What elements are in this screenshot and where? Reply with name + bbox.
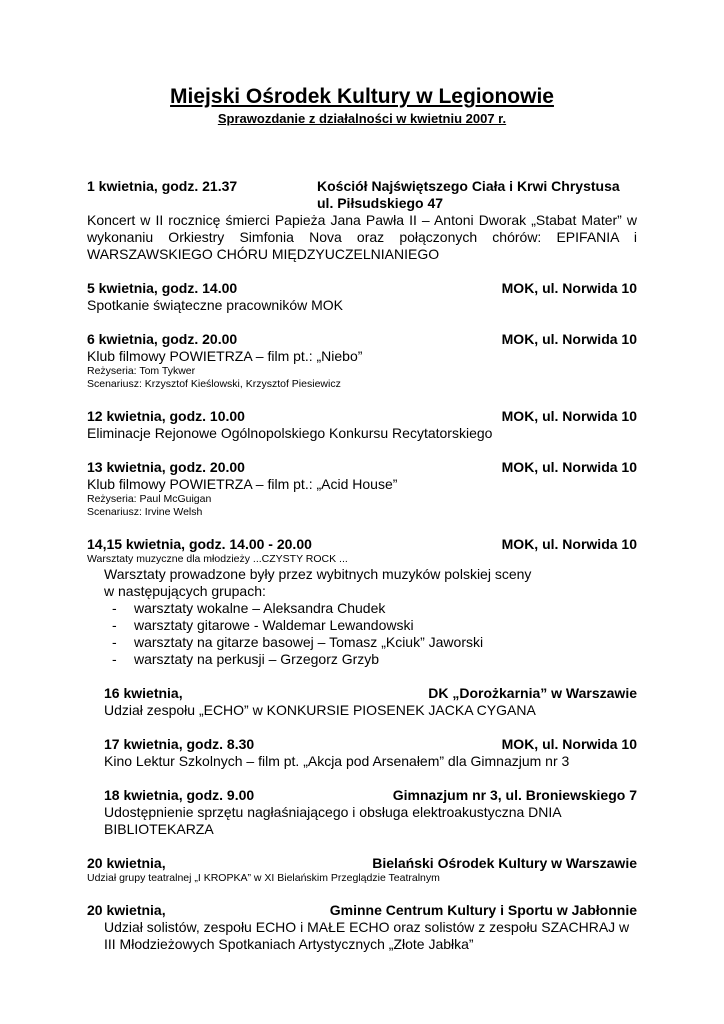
event-place: MOK, ul. Norwida 10 bbox=[501, 459, 637, 475]
event-entry bbox=[87, 331, 637, 391]
event-place: MOK, ul. Norwida 10 bbox=[501, 331, 637, 347]
event-header bbox=[87, 331, 637, 348]
event-date: 6 kwietnia, godz. 20.00 bbox=[87, 331, 238, 347]
event-date: 12 kwietnia, godz. 10.00 bbox=[87, 408, 245, 424]
event-description: Kino Lektur Szkolnych – film pt. „Akcja pod Arsenałem” dla Gimnazjum nr 3 bbox=[104, 753, 570, 769]
event-place-line: Kościół Najświętszego Ciała i Krwi Chrystusa bbox=[317, 178, 620, 194]
event-place: MOK, ul. Norwida 10 bbox=[501, 280, 637, 296]
event-place: Bielański Ośrodek Kultury w Warszawie bbox=[372, 855, 637, 871]
event-header bbox=[87, 408, 637, 425]
event-date: 18 kwietnia, godz. 9.00 bbox=[104, 787, 255, 803]
event-description: Udostępnienie sprzętu nagłaśniającego i obsługa elektroakustyczna DNIA BIBLIOTEKARZA bbox=[104, 804, 561, 837]
event-date: 20 kwietnia, bbox=[87, 855, 166, 871]
event-date: 17 kwietnia, godz. 8.30 bbox=[104, 736, 255, 752]
event-entry bbox=[87, 902, 637, 953]
event-entry bbox=[87, 855, 637, 885]
event-entry bbox=[87, 408, 637, 442]
event-description: Udział solistów, zespołu ECHO i MAŁE ECHO oraz solistów z zespołu SZACHRAJ w III Młodzieżowych Spotkaniach Artystycznych „Złote Jabłka” bbox=[104, 919, 630, 952]
event-description: Klub filmowy POWIETRZA – film pt.: „Niebo” bbox=[87, 348, 363, 364]
event-header bbox=[87, 459, 637, 476]
event-place: Gminne Centrum Kultury i Sportu w Jabłonnie bbox=[329, 902, 637, 918]
list-item: - warsztaty na perkusji – Grzegorz Grzyb bbox=[87, 651, 637, 668]
document-header bbox=[0, 84, 724, 128]
event-entry bbox=[87, 459, 637, 519]
event-place: DK „Dorożkarnia” w Warszawie bbox=[428, 685, 637, 701]
event-entry bbox=[87, 178, 637, 263]
event-note: Udział grupy teatralnej „I KROPKA” w XI Bielańskim Przeglądzie Teatralnym bbox=[87, 872, 440, 884]
document-subtitle: Sprawozdanie z działalności w kwietniu 2007 r. bbox=[217, 111, 507, 126]
event-note: Scenariusz: Krzysztof Kieślowski, Krzysztof Piesiewicz bbox=[87, 378, 341, 390]
event-header bbox=[104, 685, 637, 702]
event-place-line: ul. Piłsudskiego 47 bbox=[317, 195, 444, 211]
event-place bbox=[317, 178, 637, 212]
event-entry bbox=[104, 736, 637, 770]
event-note: Warsztaty muzyczne dla młodzieży ...CZYSTY ROCK ... bbox=[87, 553, 348, 565]
event-place: MOK, ul. Norwida 10 bbox=[501, 736, 637, 752]
event-header bbox=[87, 280, 637, 297]
event-list bbox=[87, 178, 637, 970]
event-entry bbox=[87, 536, 637, 668]
event-place: MOK, ul. Norwida 10 bbox=[501, 408, 637, 424]
event-header bbox=[87, 902, 637, 919]
event-date: 14,15 kwietnia, godz. 14.00 - 20.00 bbox=[87, 536, 312, 552]
event-header bbox=[104, 736, 637, 753]
event-header bbox=[87, 536, 637, 553]
workshop-list bbox=[87, 600, 637, 668]
document-title: Miejski Ośrodek Kultury w Legionowie bbox=[170, 85, 554, 108]
list-item: - warsztaty gitarowe - Waldemar Lewandowski bbox=[87, 617, 637, 634]
event-description: Klub filmowy POWIETRZA – film pt.: „Acid House” bbox=[87, 476, 398, 492]
event-date: 5 kwietnia, godz. 14.00 bbox=[87, 280, 238, 296]
event-place: MOK, ul. Norwida 10 bbox=[501, 536, 637, 552]
event-note: Reżyseria: Tom Tykwer bbox=[87, 365, 196, 377]
event-note: Reżyseria: Paul McGuigan bbox=[87, 493, 212, 505]
event-date: 1 kwietnia, godz. 21.37 bbox=[87, 178, 238, 194]
event-description: Spotkanie świąteczne pracowników MOK bbox=[87, 297, 344, 313]
event-note: Scenariusz: Irvine Welsh bbox=[87, 506, 203, 518]
event-description: Eliminacje Rejonowe Ogólnopolskiego Konkursu Recytatorskiego bbox=[87, 425, 493, 441]
event-description: Udział zespołu „ECHO” w KONKURSIE PIOSENEK JACKA CYGANA bbox=[104, 702, 536, 718]
event-description: w następujących grupach: bbox=[104, 583, 266, 599]
list-item: - warsztaty wokalne – Aleksandra Chudek bbox=[87, 600, 637, 617]
event-description: Warsztaty prowadzone były przez wybitnych muzyków polskiej sceny bbox=[104, 566, 532, 582]
event-description: Koncert w II rocznicę śmierci Papieża Jana Pawła II – Antoni Dworak „Stabat Mater” w wykonaniu Orkiestry Simfonia Nova oraz połączonych chórów: EPIFANIA i WARSZAWSKIEGO CHÓRU MIĘDZYUCZELNIANIEGO bbox=[87, 212, 637, 262]
event-entry bbox=[87, 280, 637, 314]
event-date: 20 kwietnia, bbox=[87, 902, 166, 918]
event-entry bbox=[104, 787, 637, 838]
event-place: Gimnazjum nr 3, ul. Broniewskiego 7 bbox=[392, 787, 637, 803]
event-date: 16 kwietnia, bbox=[104, 685, 183, 701]
event-header bbox=[104, 787, 637, 804]
event-entry bbox=[104, 685, 637, 719]
list-item: - warsztaty na gitarze basowej – Tomasz „Kciuk” Jaworski bbox=[87, 634, 637, 651]
event-header bbox=[87, 855, 637, 872]
event-header bbox=[87, 178, 637, 212]
event-date: 13 kwietnia, godz. 20.00 bbox=[87, 459, 245, 475]
